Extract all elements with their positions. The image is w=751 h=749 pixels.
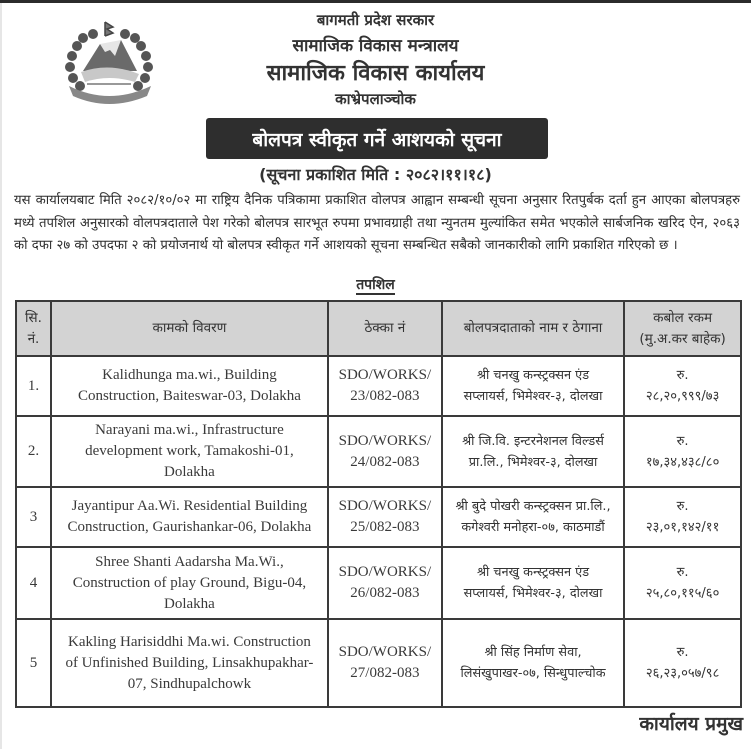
row-bidder: श्री जि.वि. इन्टरनेशनल विल्डर्स प्रा.लि., भिमेश्वर-३, दोलखा <box>442 416 624 487</box>
table-row <box>16 356 741 416</box>
published-date: (सूचना प्रकाशित मिति : २०८२।११।१८) <box>259 165 492 184</box>
row-sn: 4 <box>16 547 51 619</box>
row-amount: रु. २८,२०,९९९/७३ <box>624 356 741 416</box>
row-contract-no: SDO/WORKS/ 27/082-083 <box>328 619 442 707</box>
row-contract-no: SDO/WORKS/ 26/082-083 <box>328 547 442 619</box>
left-edge <box>0 3 2 749</box>
row-bidder: श्री चनखु कन्स्ट्रक्सन एंड सप्लायर्स, भिमेश्वर-३, दोलखा <box>442 356 624 416</box>
notice-body: यस कार्यालयबाट मिति २०८२/१०/०२ मा राष्ट्रिय दैनिक पत्रिकामा प्रकाशित वोलपत्र आह्वान सम्बन्धी सूचना अनुसार रितपुर्बक दर्ता हुन आएका बोलपत्रहरु मध्ये तपशिल अनुसारको वोलपत्रदाताले पेश गरेको बोलपत्र सारभूत रुपमा प्रभावग्राही तथा न्युनतम मुल्यांकित समेत भएकोले सार्बजनिक खरिद ऐन, २०६३ को दफा २७ को उपदफा २ को प्रयोजनार्थ यो बोलपत्र स्वीकृत गर्ने आशयको सूचना सम्बन्धित सबैको जानकारीको लागि प्रकाशित गरिएको छ । <box>14 193 740 253</box>
row-contract-no: SDO/WORKS/ 24/082-083 <box>328 416 442 487</box>
row-amount: रु. १७,३४,४३८/८० <box>624 416 741 487</box>
schedule-heading <box>0 275 751 294</box>
office-name: सामाजिक विकास कार्यालय <box>266 61 485 86</box>
row-bidder: श्री चनखु कन्स्ट्रक्सन एंड सप्लायर्स, भिमेश्वर-३, दोलखा <box>442 547 624 619</box>
table-row <box>16 619 741 707</box>
top-border <box>0 0 751 3</box>
ministry-name: सामाजिक विकास मन्त्रालय <box>292 36 459 56</box>
signatory-title: कार्यालय प्रमुख <box>639 713 743 735</box>
row-description: Kakling Harisiddhi Ma.wi. Construction of Unfinished Building, Linsakhupakhar-07, Sindhupalchowk <box>51 619 328 707</box>
row-sn: 2. <box>16 416 51 487</box>
row-sn: 5 <box>16 619 51 707</box>
row-sn: 1. <box>16 356 51 416</box>
header-bidder: बोलपत्रदाताको नाम र ठेगाना <box>442 301 624 356</box>
office-location: काभ्रेपलाञ्चोक <box>335 90 416 108</box>
row-description: Narayani ma.wi., Infrastructure development work, Tamakoshi-01, Dolakha <box>51 416 328 487</box>
schedule-label: तपशिल <box>356 277 395 293</box>
row-amount: रु. २५,८०,११५/६० <box>624 547 741 619</box>
header-sn: सि. नं. <box>16 301 51 356</box>
notice-title-banner <box>206 118 548 159</box>
row-amount: रु. २६,२३,०५७/९८ <box>624 619 741 707</box>
row-contract-no: SDO/WORKS/ 25/082-083 <box>328 487 442 547</box>
table-row <box>16 547 741 619</box>
row-description: Shree Shanti Aadarsha Ma.Wi., Construction of play Ground, Bigu-04, Dolakha <box>51 547 328 619</box>
row-description: Jayantipur Aa.Wi. Residential Building Construction, Gaurishankar-06, Dolakha <box>51 487 328 547</box>
table-header-row <box>16 301 741 356</box>
bid-table <box>15 300 742 708</box>
row-description: Kalidhunga ma.wi., Building Construction, Baiteswar-03, Dolakha <box>51 356 328 416</box>
row-bidder: श्री बुदे पोखरी कन्स्ट्रक्सन प्रा.लि., कगेश्वरी मनोहरा-०७, काठमाडौं <box>442 487 624 547</box>
row-sn: 3 <box>16 487 51 547</box>
notice-title: बोलपत्र स्वीकृत गर्ने आशयको सूचना <box>252 128 502 151</box>
row-amount: रु. २३,०१,१४२/११ <box>624 487 741 547</box>
table-row <box>16 416 741 487</box>
row-contract-no: SDO/WORKS/ 23/082-083 <box>328 356 442 416</box>
table-row <box>16 487 741 547</box>
government-name: बागमती प्रदेश सरकार <box>316 11 435 29</box>
header-contract-no: ठेक्का नं <box>328 301 442 356</box>
header-amount: कबोल रकम (मु.अ.कर बाहेक) <box>624 301 741 356</box>
row-bidder: श्री सिंह निर्माण सेवा, लिसंखुपाखर-०७, सिन्धुपाल्चोक <box>442 619 624 707</box>
header-description: कामको विवरण <box>51 301 328 356</box>
